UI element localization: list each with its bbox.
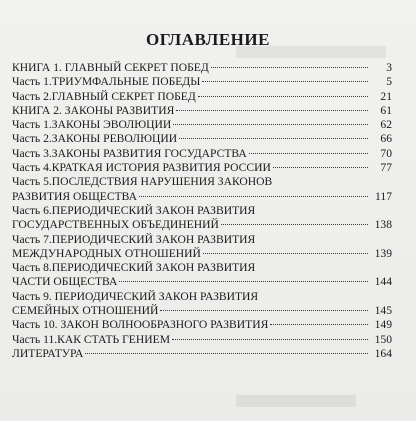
leader-dots (172, 339, 368, 340)
toc-entry (12, 175, 392, 189)
leader-dots (179, 138, 368, 139)
toc-entry-label: КНИГА 1. ГЛАВНЫЙ СЕКРЕТ ПОБЕД (12, 61, 209, 74)
toc-page-number: 149 (374, 318, 392, 332)
toc-entry (12, 218, 392, 232)
toc-entry-label: Часть 2.ГЛАВНЫЙ СЕКРЕТ ПОБЕД (12, 89, 196, 103)
leader-dots (202, 81, 368, 82)
leader-dots (221, 224, 368, 225)
leader-dots (270, 324, 368, 325)
toc-entry (12, 318, 392, 332)
toc-page-number: 139 (374, 246, 392, 260)
leader-dots (119, 281, 368, 282)
toc-entry-label: Часть 6.ПЕРИОДИЧЕСКИЙ ЗАКОН РАЗВИТИЯ (12, 203, 256, 217)
toc-entry-label: Часть 5.ПОСЛЕДСТВИЯ НАРУШЕНИЯ ЗАКОНОВ (12, 175, 273, 189)
toc-entry-label: РАЗВИТИЯ ОБЩЕСТВА (12, 189, 138, 203)
toc-entry (12, 304, 392, 318)
toc-page-number: 3 (386, 61, 392, 74)
toc-entry-label: Часть 7.ПЕРИОДИЧЕСКИЙ ЗАКОН РАЗВИТИЯ (12, 232, 256, 246)
toc-page-number: 144 (374, 275, 392, 289)
toc-page-number: 150 (374, 332, 392, 346)
leader-dots (203, 253, 368, 254)
toc-entry-label: СЕМЕЙНЫХ ОТНОШЕНИЙ (12, 304, 159, 318)
toc-entry (12, 275, 392, 289)
table-of-contents (12, 61, 392, 361)
toc-page-number: 70 (380, 146, 392, 160)
toc-page-number: 117 (375, 189, 392, 203)
toc-entry (12, 247, 392, 261)
toc-entry-label: МЕЖДУНАРОДНЫХ ОТНОШЕНИЙ (12, 246, 201, 260)
toc-entry (12, 261, 392, 275)
toc-entry-label: Часть 9. ПЕРИОДИЧЕСКИЙ ЗАКОН РАЗВИТИЯ (12, 289, 259, 303)
toc-entry-label: Часть 10. ЗАКОН ВОЛНООБРАЗНОГО РАЗВИТИЯ (12, 318, 269, 332)
toc-entry-label: ЧАСТИ ОБЩЕСТВА (12, 275, 118, 289)
toc-entry (12, 290, 392, 304)
page-title: ОГЛАВЛЕНИЕ (146, 30, 270, 49)
leader-dots (173, 124, 368, 125)
toc-entry-label: Часть 4.КРАТКАЯ ИСТОРИЯ РАЗВИТИЯ РОССИИ (12, 161, 271, 175)
leader-dots (249, 153, 368, 154)
toc-page-number: 138 (374, 218, 392, 232)
toc-page-number: 5 (386, 75, 392, 89)
toc-entry (12, 118, 392, 132)
toc-entry (12, 147, 392, 161)
toc-page-number: 145 (374, 304, 392, 318)
toc-entry-label: Часть 11.КАК СТАТЬ ГЕНИЕМ (12, 332, 171, 346)
leader-dots (273, 167, 368, 168)
toc-entry (12, 90, 392, 104)
toc-page-number: 61 (380, 103, 392, 117)
leader-dots (198, 96, 368, 97)
toc-entry (12, 190, 392, 204)
toc-entry-label: Часть 2.ЗАКОНЫ РЕВОЛЮЦИИ (12, 132, 178, 146)
toc-entry (12, 347, 392, 361)
toc-entry-label: ГОСУДАРСТВЕННЫХ ОБЪЕДИНЕНИЙ (12, 218, 219, 232)
toc-entry (12, 104, 392, 118)
toc-entry (12, 233, 392, 247)
leader-dots (211, 67, 368, 68)
toc-entry-label: КНИГА 2. ЗАКОНЫ РАЗВИТИЯ (12, 103, 175, 117)
toc-entry (12, 161, 392, 175)
toc-page-number: 164 (374, 346, 392, 360)
toc-entry (12, 333, 392, 347)
leader-dots (176, 110, 368, 111)
toc-entry-label: ЛИТЕРАТУРА (12, 346, 84, 360)
toc-entry (12, 132, 392, 146)
toc-entry (12, 75, 392, 89)
toc-page-number: 21 (380, 89, 392, 103)
toc-entry-label: Часть 1.ТРИУМФАЛЬНЫЕ ПОБЕДЫ (12, 75, 201, 89)
toc-page-number: 62 (380, 118, 392, 132)
leader-dots (160, 310, 368, 311)
toc-entry (12, 204, 392, 218)
toc-entry-label: Часть 3.ЗАКОНЫ РАЗВИТИЯ ГОСУДАРСТВА (12, 146, 247, 160)
leader-dots (139, 196, 368, 197)
toc-entry-label: Часть 1.ЗАКОНЫ ЭВОЛЮЦИИ (12, 118, 172, 132)
toc-entry (12, 61, 392, 75)
toc-page-number: 66 (380, 132, 392, 146)
toc-entry-label: Часть 8.ПЕРИОДИЧЕСКИЙ ЗАКОН РАЗВИТИЯ (12, 261, 256, 275)
toc-page-number: 77 (380, 161, 392, 175)
bleed-through-text (236, 395, 356, 407)
leader-dots (85, 353, 368, 354)
